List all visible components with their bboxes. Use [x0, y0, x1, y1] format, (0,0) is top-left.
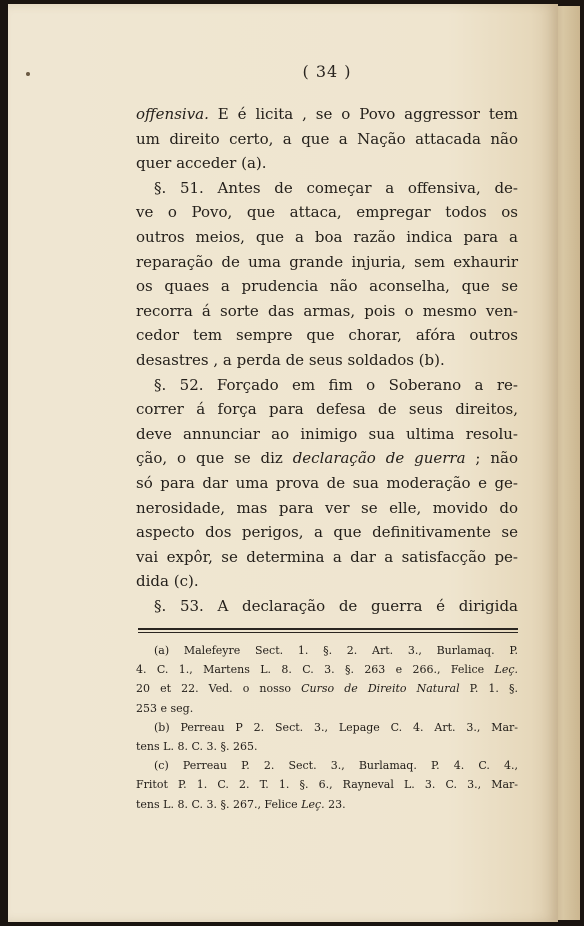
text-segment: tens L. 8. C. 3. §. 265.	[136, 739, 258, 753]
italic-text: offensiva.	[136, 105, 209, 123]
footnote-line	[136, 641, 518, 660]
text-segment: cedor tem sempre que chorar, afóra outros	[136, 326, 518, 345]
text-line	[136, 299, 518, 324]
text-segment: ção, o que se diz	[136, 449, 293, 468]
footnote-line	[136, 756, 518, 775]
text-segment: 20 et 22. Ved. o nosso	[136, 682, 302, 696]
text-segment: 23.	[324, 797, 346, 811]
footnote-line	[136, 699, 518, 718]
text-line	[136, 397, 518, 422]
text-segment: aspecto dos perigos, a que definitivamente se	[136, 523, 518, 542]
text-line	[136, 348, 518, 373]
footnote-line	[136, 718, 518, 737]
text-segment: (a) Malefeyre Sect. 1. §. 2. Art. 3., Burlamaq. P.	[154, 644, 518, 657]
text-segment: reparação de uma grande injuria, sem exhaurir	[136, 252, 518, 271]
text-line	[136, 200, 518, 225]
text-line	[136, 225, 518, 250]
text-line	[136, 151, 518, 176]
text-line	[136, 250, 518, 275]
text-segment: os quaes a prudencia não aconselha, que se	[136, 277, 518, 296]
text-segment: dida (c).	[136, 572, 199, 591]
text-segment: ve o Povo, que attaca, empregar todos os	[136, 203, 518, 222]
text-segment: 253 e seg.	[136, 701, 194, 715]
text-line	[136, 569, 518, 594]
text-segment: deve annunciar ao inimigo sua ultima resolu-	[136, 424, 518, 443]
text-segment: (b) Perreau P 2. Sect. 3., Lepage C. 4. Art. 3., Mar-	[154, 720, 518, 734]
text-segment: quer acceder (a).	[136, 154, 267, 173]
italic-text: Curso de Direito Natural	[301, 682, 460, 696]
text-segment: (c) Perreau P. 2. Sect. 3., Burlamaq. P. 4. C. 4.,	[154, 759, 518, 773]
text-line	[136, 545, 518, 570]
text-segment: §. 52. Forçado em fim o Soberano a re-	[154, 375, 518, 394]
text-segment: vai expôr, se determina a dar a satisfacção pe-	[136, 547, 518, 566]
text-segment: nerosidade, mas para ver se elle, movido do	[136, 498, 518, 517]
italic-text: declaração de guerra	[292, 449, 466, 468]
text-segment: 4. C. 1., Martens L. 8. C. 3. §. 263 e 266., Felice	[136, 663, 495, 677]
text-line	[136, 471, 518, 496]
text-segment: desastres , a perda de seus soldados (b).	[136, 350, 445, 369]
footnote-line	[136, 775, 518, 794]
footnote-line	[136, 795, 518, 814]
text-line	[136, 520, 518, 545]
text-segment: só para dar uma prova de sua moderação e ge-	[136, 473, 518, 492]
text-segment: ; não	[465, 449, 519, 468]
text-line	[136, 594, 518, 619]
footnote-line	[136, 679, 518, 698]
text-line	[136, 274, 518, 299]
text-segment: §. 51. Antes de começar a offensiva, de-	[154, 178, 518, 197]
page-number: ( 34 )	[302, 62, 352, 81]
text-line	[136, 446, 518, 471]
footnote-line	[136, 737, 518, 756]
footnote-line	[136, 660, 518, 679]
text-segment: outros meios, que a boa razão indica para a	[136, 227, 518, 246]
text-segment: P. 1. §.	[459, 682, 518, 696]
text-segment: Fritot P. 1. C. 2. T. 1. §. 6., Rayneval L. 3. C. 3., Mar-	[136, 778, 518, 792]
text-segment: §. 53. A declaração de guerra é dirigida	[154, 596, 518, 615]
text-segment: correr á força para defesa de seus direitos,	[136, 400, 518, 419]
text-line	[136, 102, 518, 127]
text-segment: E é licita , se o Povo aggressor tem	[208, 105, 518, 123]
text-segment: recorra á sorte das armas, pois o mesmo ven-	[136, 301, 518, 320]
main-text	[136, 102, 518, 618]
text-line	[136, 422, 518, 447]
text-segment: tens L. 8. C. 3. §. 267., Felice	[136, 797, 302, 811]
text-line	[136, 127, 518, 152]
italic-text: Leç.	[301, 797, 325, 811]
text-segment: um direito certo, a que a Nação attacada não	[136, 129, 518, 148]
italic-text: Leç.	[494, 663, 518, 677]
text-line	[136, 176, 518, 201]
footnote-rule	[138, 628, 518, 630]
footnotes	[136, 641, 518, 814]
text-line	[136, 323, 518, 348]
text-line	[136, 373, 518, 398]
footnote-rule-thin	[138, 632, 518, 633]
text-line	[136, 496, 518, 521]
